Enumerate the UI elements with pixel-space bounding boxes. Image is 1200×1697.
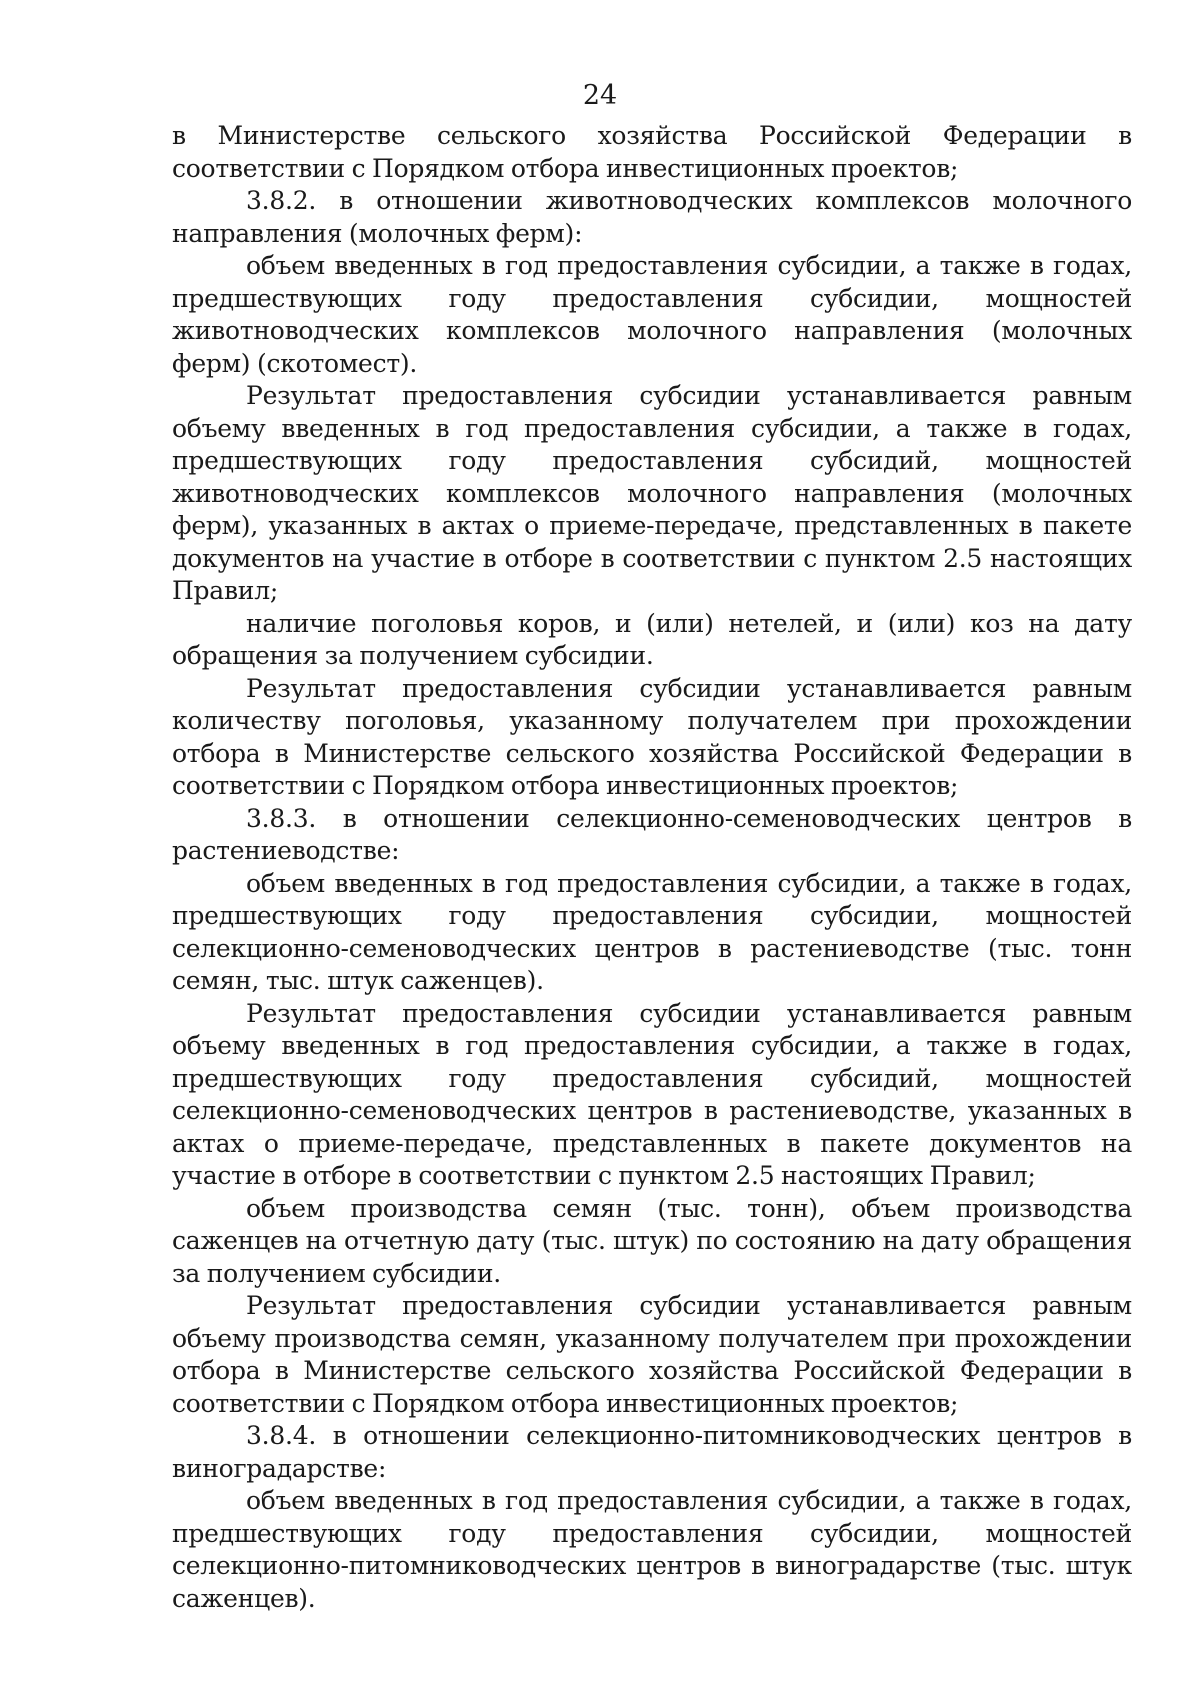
paragraph-3: объем введенных в год предоставления субсидии, а также в годах, предшествующих году предоставления субсидии, мощностей животноводческих комплексов молочного направления (молочных ферм) (скотомест). (172, 251, 1132, 378)
paragraph-11: Результат предоставления субсидии устанавливается равным объему производства семян, указанному получателем при прохождении отбора в Министерстве сельского хозяйства Российской Федерации в соответствии с Порядком отбора инвестиционных проектов; (172, 1291, 1132, 1418)
paragraph-8: объем введенных в год предоставления субсидии, а также в годах, предшествующих году предоставления субсидии, мощностей селекционно-семеноводческих центров в растениеводстве (тыс. тонн семян, тыс. штук саженцев). (172, 868, 1132, 995)
paragraph-12-section-3-8-4: 3.8.4. в отношении селекционно-питомниководческих центров в виноградарстве: (172, 1421, 1132, 1483)
paragraph-10: объем производства семян (тыс. тонн), объем производства саженцев на отчетную дату (тыс. штук) по состоянию на дату обращения за получением субсидии. (172, 1193, 1132, 1288)
paragraph-9: Результат предоставления субсидии устанавливается равным объему введенных в год предоставления субсидии, а также в годах, предшествующих году предоставления субсидий, мощностей селекционно-семеноводческих центров в растениеводстве, указанных в актах о приеме-передаче, представленных в пакете документов на участие в отборе в соответствии с пунктом 2.5 настоящих Правил; (172, 998, 1132, 1190)
paragraph-13: объем введенных в год предоставления субсидии, а также в годах, предшествующих году предоставления субсидии, мощностей селекционно-питомниководческих центров в виноградарстве (тыс. штук саженцев). (172, 1486, 1132, 1613)
paragraph-6: Результат предоставления субсидии устанавливается равным количеству поголовья, указанному получателем при прохождении отбора в Министерстве сельского хозяйства Российской Федерации в соответствии с Порядком отбора инвестиционных проектов; (172, 673, 1132, 800)
paragraph-2-section-3-8-2: 3.8.2. в отношении животноводческих комплексов молочного направления (молочных ферм): (172, 186, 1132, 248)
document-body (172, 120, 1132, 1615)
paragraph-7-section-3-8-3: 3.8.3. в отношении селекционно-семеноводческих центров в растениеводстве: (172, 803, 1132, 865)
paragraph-5: наличие поголовья коров, и (или) нетелей, и (или) коз на дату обращения за получением субсидии. (172, 608, 1132, 670)
paragraph-1: в Министерстве сельского хозяйства Российской Федерации в соответствии с Порядком отбора инвестиционных проектов; (172, 121, 1132, 183)
paragraph-4: Результат предоставления субсидии устанавливается равным объему введенных в год предоставления субсидии, а также в годах, предшествующих году предоставления субсидий, мощностей животноводческих комплексов молочного направления (молочных ферм), указанных в актах о приеме-передаче, представленных в пакете документов на участие в отборе в соответствии с пунктом 2.5 настоящих Правил; (172, 381, 1132, 605)
page-number: 24 (582, 80, 618, 111)
